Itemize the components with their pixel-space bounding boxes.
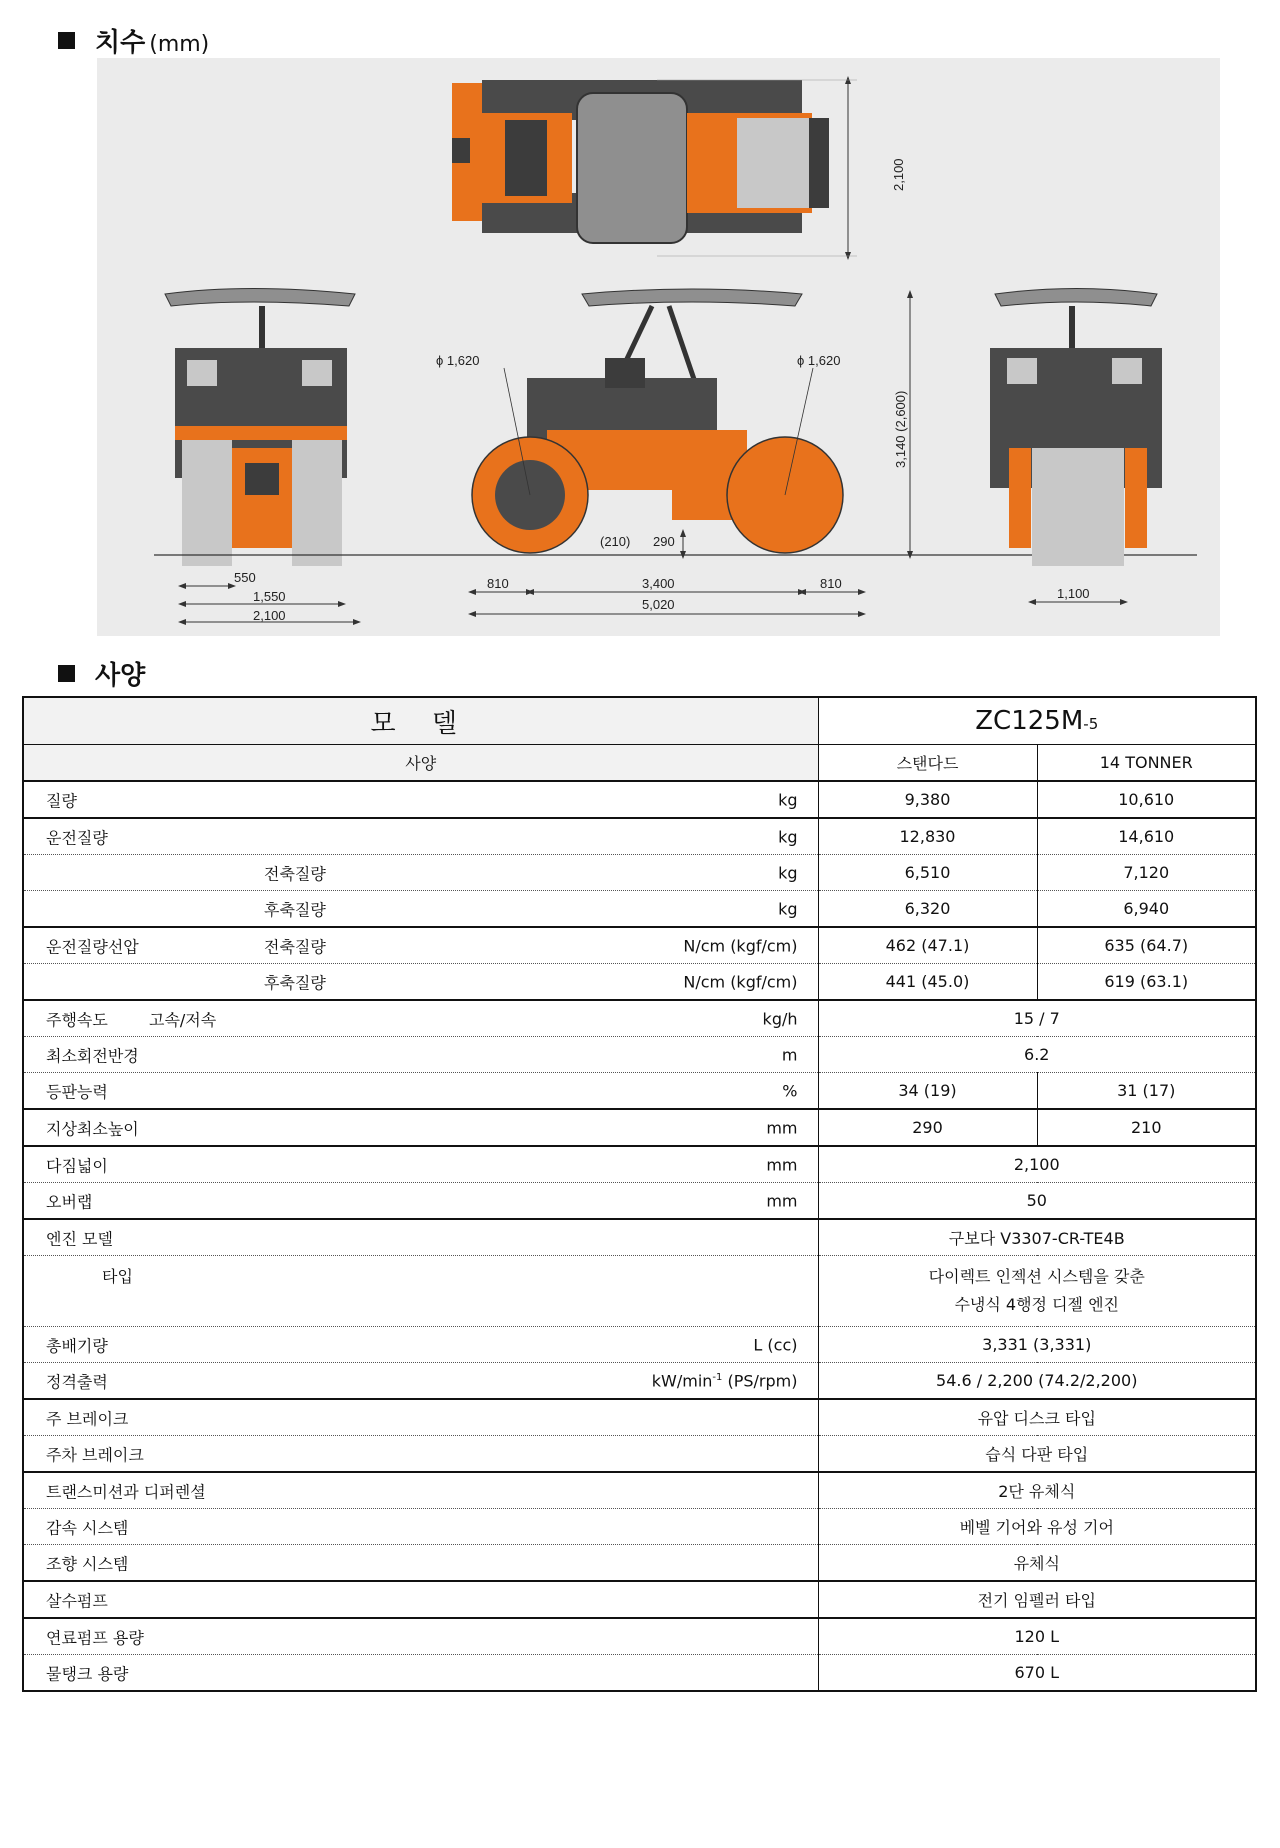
model-name: ZC125M xyxy=(975,706,1084,736)
table-row xyxy=(23,1509,1256,1545)
linear-load-front-14t: 635 (64.7) xyxy=(1037,927,1256,964)
front-2100-label: 2,100 xyxy=(253,608,286,623)
side-3400-label: 3,400 xyxy=(642,576,675,591)
linear-load-rear-14t: 619 (63.1) xyxy=(1037,964,1256,1001)
model-name-cell xyxy=(818,697,1256,745)
clearance-unit: mm xyxy=(766,1118,798,1137)
rear-view-drum xyxy=(1032,448,1124,566)
spec-header-row xyxy=(23,745,1256,782)
spec-heading xyxy=(58,655,145,692)
top-view-rear-drum xyxy=(737,118,812,208)
op-weight-front-label: 전축질량 xyxy=(264,864,326,883)
displacement-unit: L (cc) xyxy=(753,1335,798,1354)
roller-drawing-svg xyxy=(97,58,1220,636)
dimensions-heading xyxy=(58,22,209,59)
displacement-value: 3,331 (3,331) xyxy=(818,1327,1256,1363)
model-label: 모 델 xyxy=(23,697,818,745)
turning-label: 최소회전반경 xyxy=(46,1046,139,1065)
engine-type-line2: 수냉식 4행정 디젤 엔진 xyxy=(954,1295,1120,1314)
overlap-value: 50 xyxy=(818,1183,1256,1220)
park-brake-value: 습식 다판 타입 xyxy=(818,1436,1256,1473)
table-row xyxy=(23,1545,1256,1582)
square-bullet-icon xyxy=(58,665,75,682)
water-pump-label: 살수펌프 xyxy=(46,1591,108,1610)
fuel-tank-value: 120 L xyxy=(818,1618,1256,1655)
table-row xyxy=(23,964,1256,1001)
speed-value: 15 / 7 xyxy=(818,1000,1256,1037)
top-view-canopy xyxy=(577,93,687,243)
col-standard: 스탠다드 xyxy=(818,745,1037,782)
table-row xyxy=(23,1472,1256,1509)
comp-width-label: 다짐넓이 xyxy=(46,1156,108,1175)
turning-unit: m xyxy=(781,1045,798,1064)
rear-1100-label: 1,100 xyxy=(1057,586,1090,601)
main-brake-value: 유압 디스크 타입 xyxy=(818,1399,1256,1436)
rear-diameter-label: ϕ 1,620 xyxy=(797,353,841,368)
front-view-right-drum xyxy=(292,438,342,566)
op-weight-front-std: 6,510 xyxy=(818,855,1037,891)
ground-clearance-b-label: 290 xyxy=(653,534,675,549)
linear-load-rear-std: 441 (45.0) xyxy=(818,964,1037,1001)
dimensions-unit: (mm) xyxy=(149,32,210,57)
top-view xyxy=(452,80,906,256)
reduction-label: 감속 시스템 xyxy=(46,1518,129,1537)
top-width-label: 2,100 xyxy=(891,158,906,191)
op-weight-front-14t: 7,120 xyxy=(1037,855,1256,891)
steering-value: 유체식 xyxy=(818,1545,1256,1582)
top-view-rear-bumper xyxy=(809,118,829,208)
table-row xyxy=(23,1618,1256,1655)
linear-load-rear-label: 후축질량 xyxy=(264,973,326,992)
fuel-tank-label: 연료펌프 용량 xyxy=(46,1628,144,1647)
park-brake-label: 주차 브레이크 xyxy=(46,1445,144,1464)
transmission-label: 트랜스미션과 디퍼렌셜 xyxy=(46,1482,206,1501)
table-row xyxy=(23,1581,1256,1618)
table-row xyxy=(23,1073,1256,1110)
linear-load-rear-unit: N/cm (kgf/cm) xyxy=(683,972,798,991)
op-weight-front-unit: kg xyxy=(778,863,798,882)
op-weight-label: 운전질량 xyxy=(46,828,108,847)
grade-unit: % xyxy=(782,1081,798,1100)
top-view-grille xyxy=(505,120,547,196)
comp-width-unit: mm xyxy=(766,1155,798,1174)
front-diameter-label: ϕ 1,620 xyxy=(436,353,480,368)
main-brake-label: 주 브레이크 xyxy=(46,1409,129,1428)
table-row xyxy=(23,1327,1256,1363)
height-label: 3,140 (2,600) xyxy=(893,390,908,468)
engine-model-value: 구보다 V3307-CR-TE4B xyxy=(818,1219,1256,1256)
table-row xyxy=(23,855,1256,891)
op-weight-rear-unit: kg xyxy=(778,899,798,918)
water-tank-value: 670 L xyxy=(818,1655,1256,1692)
weight-unit: kg xyxy=(778,790,798,809)
square-bullet-icon xyxy=(58,32,75,49)
table-row xyxy=(23,927,1256,964)
front-1550-label: 1,550 xyxy=(253,589,286,604)
steering-label: 조향 시스템 xyxy=(46,1554,129,1573)
rated-power-label: 정격출력 xyxy=(46,1372,108,1391)
side-810-right-label: 810 xyxy=(820,576,842,591)
op-weight-rear-14t: 6,940 xyxy=(1037,891,1256,928)
spec-title: 사양 xyxy=(95,661,146,691)
rated-power-unit: $kW/\min^{-1}$ (PS/rpm) xyxy=(651,1371,798,1390)
weight-14t: 10,610 xyxy=(1037,781,1256,818)
table-row xyxy=(23,1256,1256,1327)
linear-load-front-std: 462 (47.1) xyxy=(818,927,1037,964)
side-810-left-label: 810 xyxy=(487,576,509,591)
turning-value: 6.2 xyxy=(818,1037,1256,1073)
op-weight-rear-std: 6,320 xyxy=(818,891,1037,928)
reduction-value: 베벨 기어와 유성 기어 xyxy=(818,1509,1256,1545)
comp-width-value: 2,100 xyxy=(818,1146,1256,1183)
table-row xyxy=(23,781,1256,818)
linear-load-label: 운전질량선압 xyxy=(46,937,139,956)
front-550-label: 550 xyxy=(234,570,256,585)
col-14t: 14 TONNER xyxy=(1037,745,1256,782)
engine-type-line1: 다이렉트 인젝션 시스템을 갖춘 xyxy=(928,1267,1145,1286)
grade-14t: 31 (17) xyxy=(1037,1073,1256,1110)
grade-std: 34 (19) xyxy=(818,1073,1037,1110)
water-tank-label: 물탱크 용량 xyxy=(46,1664,129,1683)
model-suffix: -5 xyxy=(1083,715,1099,733)
displacement-label: 총배기량 xyxy=(46,1336,108,1355)
table-row xyxy=(23,891,1256,928)
front-view-left-drum xyxy=(182,438,232,566)
clearance-label: 지상최소높이 xyxy=(46,1119,139,1138)
engine-type-label: 타입 xyxy=(102,1267,133,1286)
table-row xyxy=(23,1363,1256,1400)
op-weight-14t: 14,610 xyxy=(1037,818,1256,855)
side-5020-label: 5,020 xyxy=(642,597,675,612)
dimension-drawing xyxy=(97,58,1220,636)
table-row xyxy=(23,1436,1256,1473)
table-row xyxy=(23,1655,1256,1692)
linear-load-front-label: 전축질량 xyxy=(264,937,326,956)
speed-unit: kg/h xyxy=(762,1009,798,1028)
engine-model-label: 엔진 모델 xyxy=(46,1229,113,1248)
transmission-value: 2단 유체식 xyxy=(818,1472,1256,1509)
water-pump-value: 전기 임펠러 타입 xyxy=(818,1581,1256,1618)
grade-label: 등판능력 xyxy=(46,1082,108,1101)
speed-sub: 고속/저속 xyxy=(149,1010,217,1029)
op-weight-unit: kg xyxy=(778,827,798,846)
weight-std: 9,380 xyxy=(818,781,1037,818)
side-view xyxy=(436,289,910,614)
rated-power-value: 54.6 / 2,200 (74.2/2,200) xyxy=(818,1363,1256,1400)
table-row xyxy=(23,1000,1256,1037)
table-row xyxy=(23,818,1256,855)
spec-header: 사양 xyxy=(23,745,818,782)
model-row xyxy=(23,697,1256,745)
spec-table xyxy=(22,696,1257,1692)
table-row xyxy=(23,1109,1256,1146)
table-row xyxy=(23,1183,1256,1220)
table-row xyxy=(23,1219,1256,1256)
ground-clearance-a-label: (210) xyxy=(600,534,631,549)
overlap-unit: mm xyxy=(766,1191,798,1210)
speed-label: 주행속도 xyxy=(46,1010,108,1029)
table-row xyxy=(23,1037,1256,1073)
op-weight-std: 12,830 xyxy=(818,818,1037,855)
clearance-14t: 210 xyxy=(1037,1109,1256,1146)
table-row xyxy=(23,1399,1256,1436)
table-row xyxy=(23,1146,1256,1183)
dimensions-title: 치수 xyxy=(95,28,146,58)
clearance-std: 290 xyxy=(818,1109,1037,1146)
overlap-label: 오버랩 xyxy=(46,1192,93,1211)
weight-label: 질량 xyxy=(46,791,77,810)
op-weight-rear-label: 후축질량 xyxy=(264,900,326,919)
linear-load-front-unit: N/cm (kgf/cm) xyxy=(683,936,798,955)
